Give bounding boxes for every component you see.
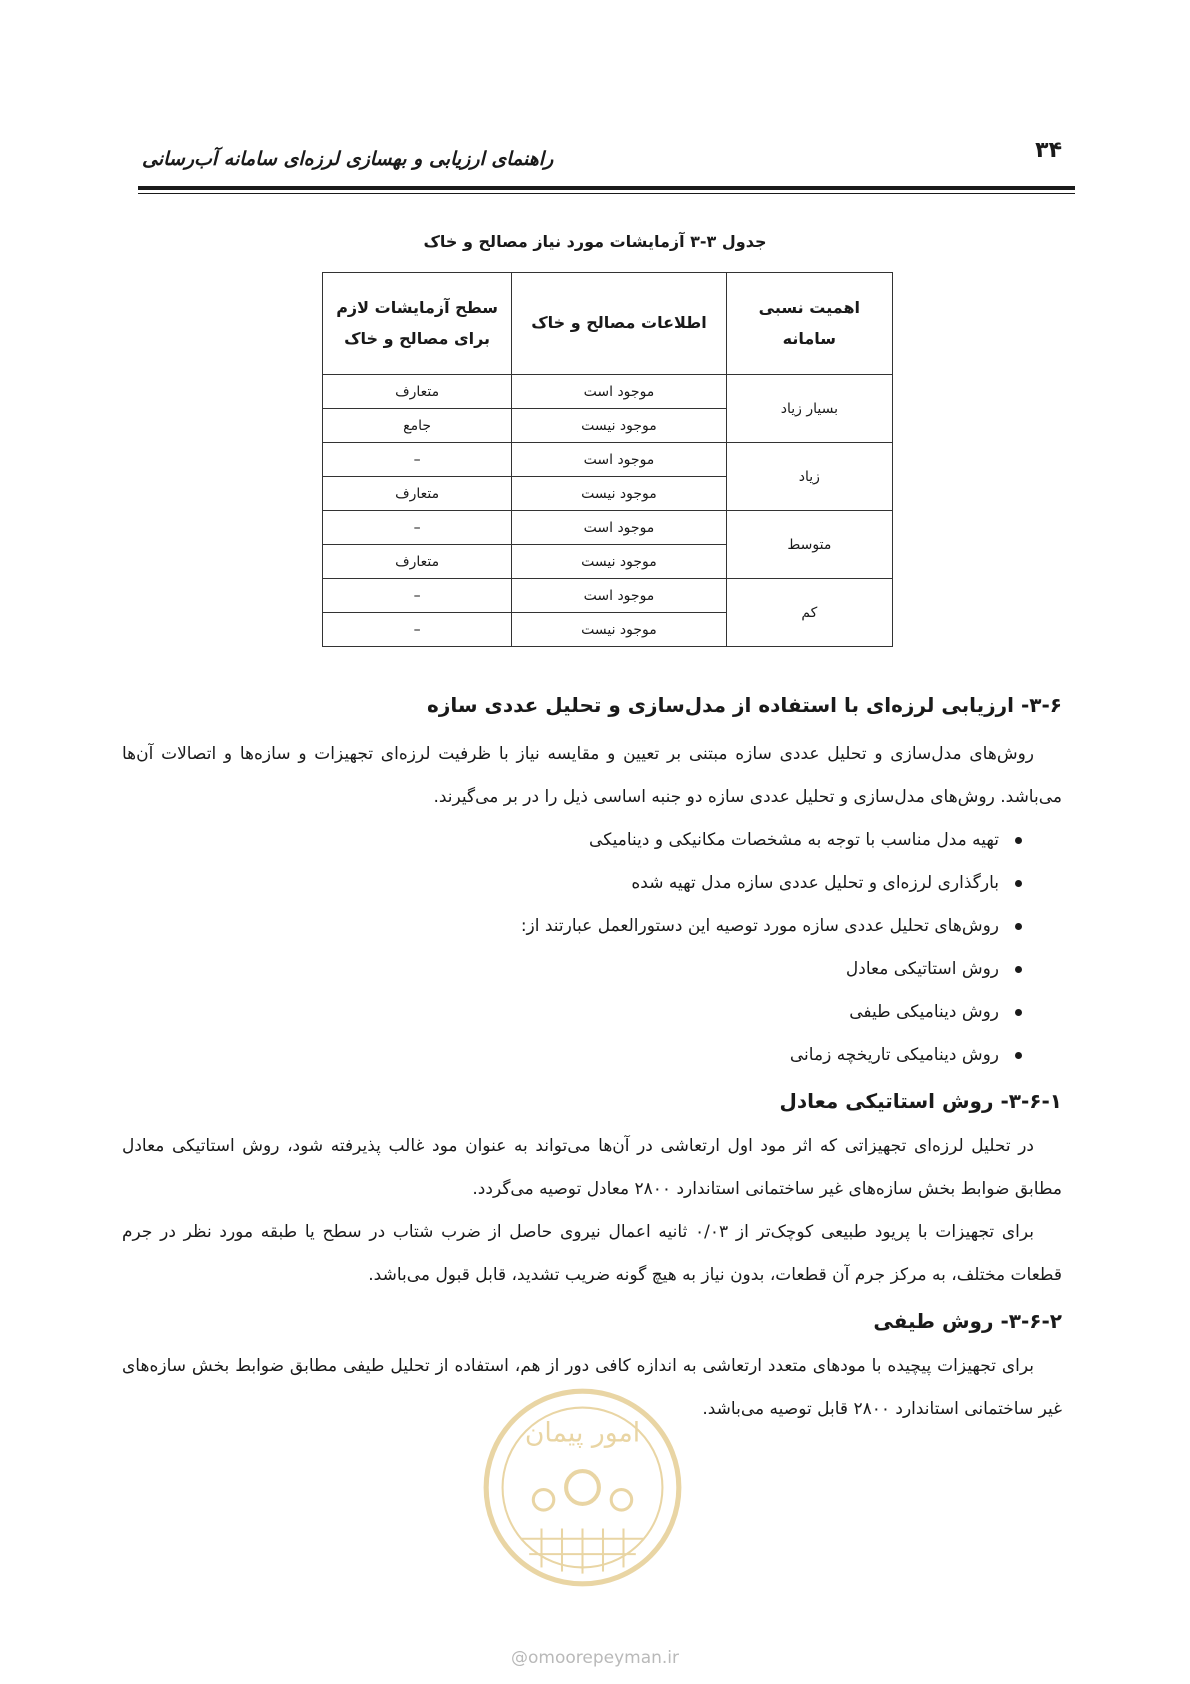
list-item bbox=[122, 819, 1062, 862]
table-row bbox=[323, 579, 893, 613]
page-number: ۳۴ bbox=[1035, 138, 1062, 163]
list-item bbox=[122, 948, 1062, 991]
info-cell: موجود است bbox=[512, 375, 727, 409]
table-row bbox=[323, 375, 893, 409]
body-content bbox=[122, 685, 1062, 1431]
list-item-text: روش‌های تحلیل عددی سازه مورد توصیه این دستورالعمل عبارتند از: bbox=[520, 916, 999, 936]
materials-tests-table bbox=[322, 272, 893, 647]
bullet-icon bbox=[1015, 1009, 1022, 1016]
watermark-logo-text: امور پیمان bbox=[524, 1417, 641, 1449]
table-header-row bbox=[323, 273, 893, 375]
paragraph: در تحلیل لرزه‌ای تجهیزاتی که اثر مود اول ارتعاشی در آن‌ها می‌تواند به عنوان مود غالب پذیرفته شود، روش استاتیکی معادل مطابق ضوابط بخش سازه‌های غیر ساختمانی استاندارد ۲۸۰۰ معادل توصیه می‌گردد. bbox=[122, 1136, 1062, 1199]
tests-cell: – bbox=[323, 443, 512, 477]
header-info: اطلاعات مصالح و خاک bbox=[512, 273, 727, 375]
list-item-text: روش استاتیکی معادل bbox=[845, 959, 999, 979]
tests-cell: متعارف bbox=[323, 477, 512, 511]
list-item-text: تهیه مدل مناسب با توجه به مشخصات مکانیکی و دینامیکی bbox=[589, 830, 999, 850]
watermark-logo bbox=[480, 1385, 685, 1590]
info-cell: موجود نیست bbox=[512, 613, 727, 647]
bullet-icon bbox=[1015, 837, 1022, 844]
tests-cell: جامع bbox=[323, 409, 512, 443]
info-cell: موجود نیست bbox=[512, 477, 727, 511]
header-rule-thin bbox=[138, 193, 1075, 194]
bullet-icon bbox=[1015, 880, 1022, 887]
watermark-grid bbox=[521, 1529, 644, 1574]
table-caption: جدول ۳-۳ آزمایشات مورد نیاز مصالح و خاک bbox=[423, 232, 767, 251]
paragraph: برای تجهیزات با پریود طبیعی کوچک‌تر از ۰/۰۳ ثانیه اعمال نیروی حاصل از ضرب شتاب در سطح یا طبقه مورد نظر در جرم قطعات مختلف، به مرکز جرم آن قطعات، بدون نیاز به هیچ گونه ضریب تشدید، قابل قبول می‌باشد. bbox=[122, 1222, 1062, 1285]
list-item bbox=[122, 1034, 1062, 1077]
tests-cell: – bbox=[323, 511, 512, 545]
info-cell: موجود نیست bbox=[512, 545, 727, 579]
header-rule bbox=[138, 186, 1075, 190]
paragraph: برای تجهیزات پیچیده با مودهای متعدد ارتعاشی به اندازه کافی دور از هم، استفاده از تحلیل طیفی مطابق ضوابط بخش سازه‌های غیر ساختمانی استاندارد ۲۸۰۰ قابل توصیه می‌باشد. bbox=[122, 1356, 1062, 1419]
header-importance: اهمیت نسبی سامانه bbox=[726, 273, 892, 375]
info-cell: موجود است bbox=[512, 443, 727, 477]
header-tests-line2: برای مصالح و خاک bbox=[344, 328, 491, 348]
header-tests-line1: سطح آزمایشات لازم bbox=[336, 298, 499, 318]
list-item bbox=[122, 862, 1062, 905]
tests-cell: متعارف bbox=[323, 545, 512, 579]
watermark-url: @omoorepeyman.ir bbox=[510, 1648, 680, 1668]
bullet-icon bbox=[1015, 923, 1022, 930]
info-cell: موجود است bbox=[512, 579, 727, 613]
importance-cell: متوسط bbox=[726, 511, 892, 579]
importance-cell: بسیار زیاد bbox=[726, 375, 892, 443]
list-item bbox=[122, 905, 1062, 948]
running-header: راهنمای ارزیابی و بهسازی لرزه‌ای سامانه آب‌رسانی bbox=[142, 148, 554, 170]
tests-cell: متعارف bbox=[323, 375, 512, 409]
importance-cell: کم bbox=[726, 579, 892, 647]
table-row bbox=[323, 443, 893, 477]
list-item-text: روش دینامیکی تاریخچه زمانی bbox=[789, 1045, 999, 1065]
bullet-icon bbox=[1015, 1052, 1022, 1059]
subsection-heading: ۳-۶-۱- روش استاتیکی معادل bbox=[779, 1089, 1062, 1113]
tests-cell: – bbox=[323, 579, 512, 613]
section-heading: ۳-۶- ارزیابی لرزه‌ای با استفاده از مدل‌سازی و تحلیل عددی سازه bbox=[427, 693, 1062, 717]
subsection-heading: ۳-۶-۲- روش طیفی bbox=[873, 1309, 1062, 1333]
importance-cell: زیاد bbox=[726, 443, 892, 511]
watermark-scale-icon bbox=[533, 1490, 554, 1511]
section-intro-paragraph: روش‌های مدل‌سازی و تحلیل عددی سازه مبتنی بر تعیین و مقایسه نیاز با ظرفیت لرزه‌ای تجهیزات و سازه‌ها و اتصالات آن‌ها می‌باشد. روش‌های مدل‌سازی و تحلیل عددی سازه دو جنبه اساسی ذیل را در بر می‌گیرند. bbox=[122, 744, 1062, 807]
info-cell: موجود نیست bbox=[512, 409, 727, 443]
list-item bbox=[122, 991, 1062, 1034]
list-item-text: بارگذاری لرزه‌ای و تحلیل عددی سازه مدل تهیه شده bbox=[631, 873, 999, 893]
bullet-list bbox=[122, 819, 1062, 1077]
watermark-tool-icon bbox=[611, 1490, 632, 1511]
header-tests bbox=[323, 273, 512, 375]
bullet-icon bbox=[1015, 966, 1022, 973]
tests-cell: – bbox=[323, 613, 512, 647]
list-item-text: روش دینامیکی طیفی bbox=[849, 1002, 999, 1022]
info-cell: موجود است bbox=[512, 511, 727, 545]
watermark-gear-icon bbox=[566, 1471, 599, 1504]
table-row bbox=[323, 511, 893, 545]
